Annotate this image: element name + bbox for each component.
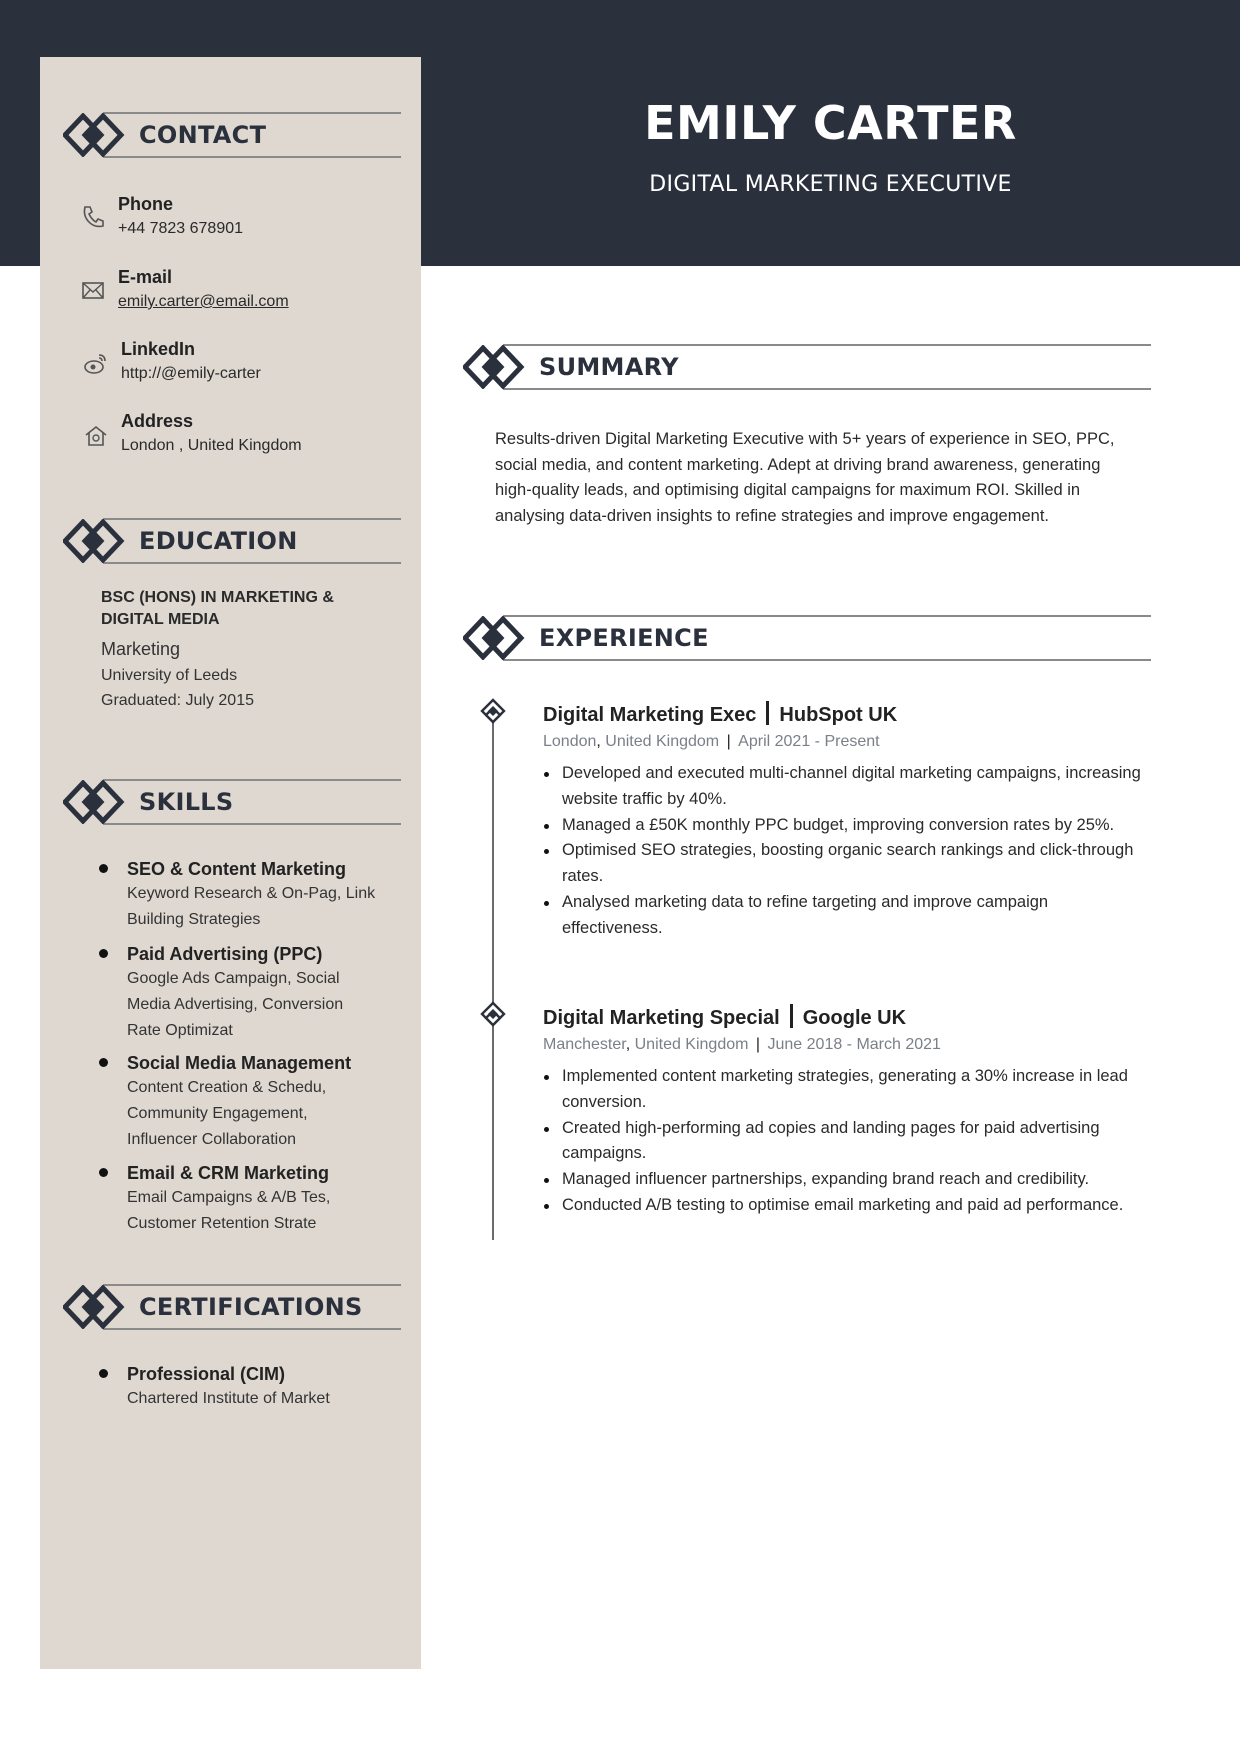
skill-title: SEO & Content Marketing bbox=[127, 859, 347, 879]
skill-title: Paid Advertising (PPC) bbox=[127, 944, 323, 964]
education-section-header bbox=[63, 518, 401, 564]
separator: | bbox=[751, 1036, 765, 1053]
skill-description: Google Ads Campaign, Social Media Advertising, Conversion Rate Optimizat bbox=[127, 970, 344, 1039]
education-degree: BSC (HONS) IN MARKETING & DIGITAL MEDIA bbox=[101, 589, 334, 628]
bullet-dot bbox=[99, 1058, 108, 1067]
contact-email bbox=[80, 267, 400, 317]
job-role: Digital Marketing Exec bbox=[543, 704, 757, 726]
job-bullets bbox=[543, 1064, 1143, 1219]
mail-icon bbox=[80, 277, 106, 303]
summary-section-header bbox=[463, 344, 1151, 390]
skill-item bbox=[127, 942, 377, 1044]
job-dates: April 2021 - Present bbox=[738, 733, 880, 750]
contact-address bbox=[83, 411, 403, 461]
phone-icon bbox=[80, 204, 106, 230]
certifications-section-header bbox=[63, 1284, 401, 1330]
phone-value: +44 7823 678901 bbox=[118, 220, 244, 237]
experience-entry bbox=[543, 701, 1143, 942]
double-diamond-icon bbox=[463, 616, 525, 660]
job-bullet: Analysed marketing data to refine targeting and improve campaign effectiveness. bbox=[543, 890, 1143, 942]
section-title: EDUCATION bbox=[139, 527, 298, 555]
home-icon bbox=[83, 423, 109, 449]
section-title: SUMMARY bbox=[539, 353, 679, 381]
education-graduated: Graduated: July 2015 bbox=[101, 692, 254, 709]
certification-description: Chartered Institute of Market bbox=[127, 1390, 330, 1407]
linkedin-label: LinkedIn bbox=[121, 339, 196, 359]
double-diamond-icon bbox=[63, 780, 125, 824]
job-bullet: Conducted A/B testing to optimise email marketing and paid ad performance. bbox=[543, 1193, 1143, 1219]
job-city: Manchester bbox=[543, 1036, 626, 1053]
section-title: SKILLS bbox=[139, 788, 234, 816]
double-diamond-icon bbox=[63, 519, 125, 563]
timeline-marker-icon bbox=[480, 1001, 506, 1035]
phone-label: Phone bbox=[118, 194, 174, 214]
job-dates: June 2018 - March 2021 bbox=[767, 1036, 941, 1053]
experience-timeline bbox=[492, 712, 494, 1240]
section-title: EXPERIENCE bbox=[539, 624, 709, 652]
job-bullet: Implemented content marketing strategies, generating a 30% increase in lead conversion. bbox=[543, 1064, 1143, 1116]
job-bullets bbox=[543, 761, 1143, 942]
education-school: University of Leeds bbox=[101, 667, 238, 684]
section-rule bbox=[503, 388, 1151, 390]
contact-linkedin bbox=[83, 339, 403, 389]
job-bullet: Optimised SEO strategies, boosting organic search rankings and click-through rates. bbox=[543, 838, 1143, 890]
job-meta: London, United Kingdom | April 2021 - Present bbox=[543, 733, 880, 750]
skills-section-header bbox=[63, 779, 401, 825]
address-label: Address bbox=[121, 411, 194, 431]
experience-section-header bbox=[463, 615, 1151, 661]
job-city: London bbox=[543, 733, 597, 750]
section-rule bbox=[103, 1328, 401, 1330]
skill-item bbox=[127, 1051, 377, 1153]
section-rule bbox=[103, 562, 401, 564]
job-heading bbox=[543, 701, 1143, 727]
skill-title: Social Media Management bbox=[127, 1053, 352, 1073]
double-diamond-icon bbox=[463, 345, 525, 389]
bullet-dot bbox=[99, 1369, 108, 1378]
section-rule bbox=[503, 344, 1151, 346]
education-field: Marketing bbox=[101, 639, 181, 659]
double-diamond-icon bbox=[63, 1285, 125, 1329]
job-country: United Kingdom bbox=[634, 1036, 749, 1053]
section-rule bbox=[103, 112, 401, 114]
section-title: CONTACT bbox=[139, 121, 267, 149]
section-rule bbox=[503, 659, 1151, 661]
section-rule bbox=[103, 823, 401, 825]
job-role: Digital Marketing Special bbox=[543, 1007, 780, 1029]
email-link[interactable]: emily.carter@email.com bbox=[118, 293, 289, 310]
section-rule bbox=[103, 518, 401, 520]
section-title: CERTIFICATIONS bbox=[139, 1293, 363, 1321]
job-bullet: Managed a £50K monthly PPC budget, improving conversion rates by 25%. bbox=[543, 813, 1143, 839]
timeline-marker-icon bbox=[480, 698, 506, 732]
section-rule bbox=[103, 1284, 401, 1286]
linkedin-value[interactable]: http://@emily-carter bbox=[121, 365, 261, 382]
separator: | bbox=[722, 733, 736, 750]
job-country: United Kingdom bbox=[605, 733, 720, 750]
job-bullet: Managed influencer partnerships, expanding brand reach and credibility. bbox=[543, 1167, 1143, 1193]
contact-phone bbox=[80, 194, 400, 244]
job-company: Google UK bbox=[802, 1007, 907, 1029]
experience-entry bbox=[543, 1004, 1143, 1219]
section-rule bbox=[103, 779, 401, 781]
bullet-dot bbox=[99, 949, 108, 958]
job-company: HubSpot UK bbox=[779, 704, 898, 726]
candidate-name: EMILY CARTER bbox=[644, 96, 1017, 150]
skill-item bbox=[127, 1161, 377, 1237]
job-meta: Manchester, United Kingdom | June 2018 - March 2021 bbox=[543, 1036, 941, 1053]
skill-title: Email & CRM Marketing bbox=[127, 1163, 330, 1183]
skill-description: Email Campaigns & A/B Tes, Customer Retention Strate bbox=[127, 1189, 331, 1232]
summary-text: Results-driven Digital Marketing Executive with 5+ years of experience in SEO, PPC, social media, and content marketing. Adept at driving brand awareness, generating high-quality leads, and optimising digital campaigns for maximum ROI. Skilled in analysing data-driven insights to refine strategies and improve engagement. bbox=[495, 430, 1115, 525]
skill-item bbox=[127, 857, 377, 933]
email-label: E-mail bbox=[118, 267, 173, 287]
separator bbox=[766, 701, 769, 725]
certification-item bbox=[127, 1362, 377, 1412]
skill-description: Keyword Research & On-Pag, Link Building Strategies bbox=[127, 885, 376, 928]
double-diamond-icon bbox=[63, 113, 125, 157]
job-bullet: Created high-performing ad copies and landing pages for paid advertising campaigns. bbox=[543, 1116, 1143, 1168]
candidate-job-title: DIGITAL MARKETING EXECUTIVE bbox=[649, 172, 1012, 197]
certification-title: Professional (CIM) bbox=[127, 1364, 286, 1384]
bullet-dot bbox=[99, 864, 108, 873]
contact-section-header bbox=[63, 112, 401, 158]
separator bbox=[790, 1004, 793, 1028]
job-bullet: Developed and executed multi-channel digital marketing campaigns, increasing website traffic by 40%. bbox=[543, 761, 1143, 813]
skill-description: Content Creation & Schedu, Community Engagement, Influencer Collaboration bbox=[127, 1079, 327, 1148]
bullet-dot bbox=[99, 1168, 108, 1177]
job-heading bbox=[543, 1004, 1143, 1030]
section-rule bbox=[103, 156, 401, 158]
social-icon bbox=[83, 351, 109, 377]
section-rule bbox=[503, 615, 1151, 617]
address-value: London , United Kingdom bbox=[121, 437, 302, 454]
